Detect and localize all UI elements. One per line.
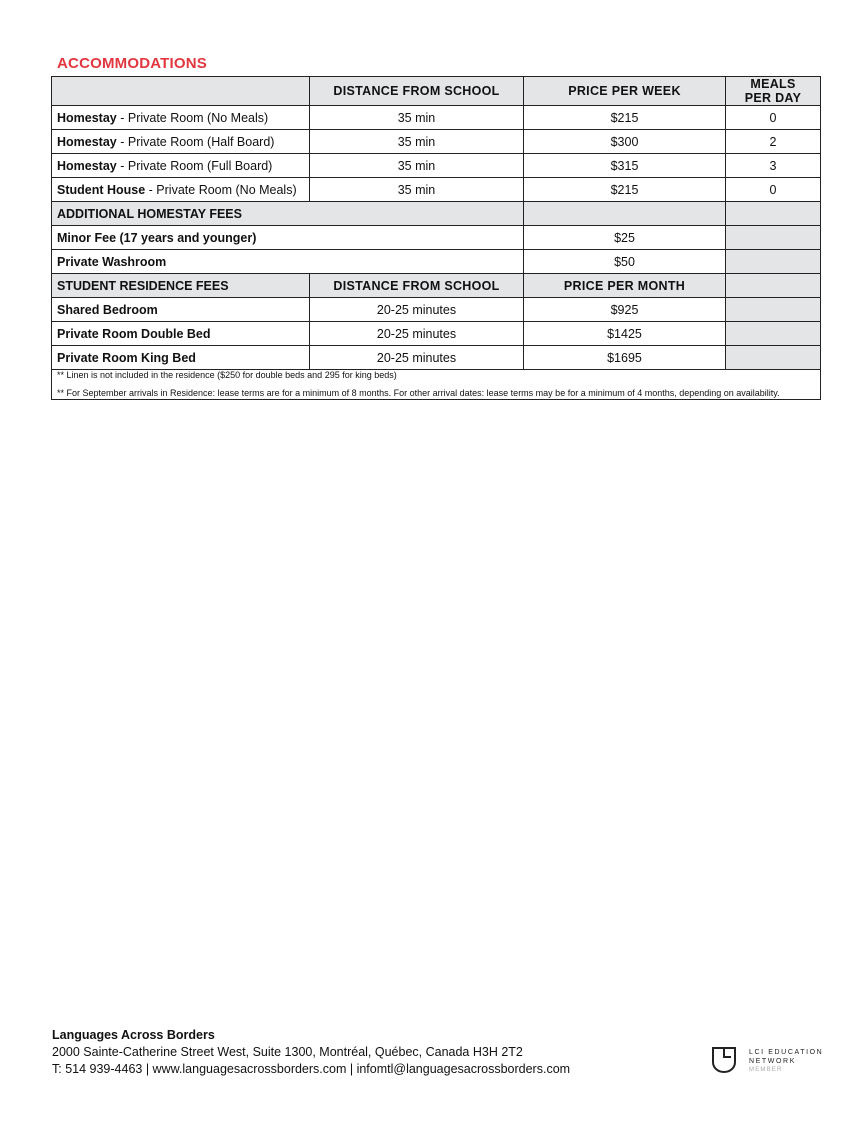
row-meals: 3: [726, 154, 821, 178]
logo-line1: LCI EDUCATION: [749, 1049, 824, 1056]
residence-price-header: PRICE PER MONTH: [524, 274, 726, 298]
row-price: $300: [524, 130, 726, 154]
residence-price: $1425: [524, 322, 726, 346]
header-meals-line2: PER DAY: [744, 91, 802, 105]
shield-logo-icon: [711, 1046, 737, 1074]
row-meals: 2: [726, 130, 821, 154]
residence-header-row: [52, 274, 821, 298]
header-distance: DISTANCE FROM SCHOOL: [310, 77, 524, 106]
table-row: [52, 178, 821, 202]
row-distance: 35 min: [310, 130, 524, 154]
residence-name: Shared Bedroom: [52, 298, 310, 322]
blank-cell: [726, 346, 821, 370]
row-name: Homestay: [57, 110, 117, 125]
residence-name: Private Room King Bed: [52, 346, 310, 370]
blank-cell: [726, 226, 821, 250]
header-price-week: PRICE PER WEEK: [524, 77, 726, 106]
footer-contact: T: 514 939-4463 | www.languagesacrossborders.com | infomtl@languagesacrossborders.com: [52, 1062, 571, 1076]
header-meals-line1: MEALS: [750, 77, 796, 91]
table-row: [52, 322, 821, 346]
residence-distance: 20-25 minutes: [310, 322, 524, 346]
lci-network-logo: [711, 1046, 831, 1076]
footer-address: 2000 Sainte-Catherine Street West, Suite 1300, Montréal, Québec, Canada H3H 2T2: [52, 1045, 523, 1059]
footer-org: Languages Across Borders: [52, 1028, 215, 1042]
fee-name: Minor Fee (17 years and younger): [52, 226, 524, 250]
table-row: [52, 130, 821, 154]
row-detail: - Private Room (Full Board): [116, 158, 273, 173]
table-header-row: [52, 77, 821, 106]
table-row: [52, 226, 821, 250]
logo-line2: NETWORK: [749, 1058, 796, 1065]
fee-name: Private Washroom: [52, 250, 524, 274]
logo-text: [749, 1048, 823, 1075]
row-meals: 0: [726, 106, 821, 130]
blank-cell: [524, 202, 726, 226]
fee-price: $50: [524, 250, 726, 274]
fee-price: $25: [524, 226, 726, 250]
blank-cell: [726, 274, 821, 298]
row-name: Student House: [57, 182, 146, 197]
residence-distance-header: DISTANCE FROM SCHOOL: [310, 274, 524, 298]
row-price: $215: [524, 178, 726, 202]
residence-title: STUDENT RESIDENCE FEES: [52, 274, 310, 298]
row-price: $315: [524, 154, 726, 178]
residence-price: $1695: [524, 346, 726, 370]
section-title: ACCOMMODATIONS: [57, 55, 208, 72]
row-distance: 35 min: [310, 178, 524, 202]
row-distance: 35 min: [310, 106, 524, 130]
notes-cell: [52, 370, 821, 400]
row-distance: 35 min: [310, 154, 524, 178]
blank-cell: [726, 250, 821, 274]
table-row: [52, 250, 821, 274]
row-detail: - Private Room (No Meals): [145, 182, 297, 197]
accommodations-table: [51, 76, 821, 400]
blank-cell: [726, 298, 821, 322]
table-row: [52, 154, 821, 178]
logo-line3: MEMBER: [749, 1067, 783, 1073]
row-name: Homestay: [57, 158, 117, 173]
blank-cell: [726, 322, 821, 346]
note-lease: ** For September arrivals in Residence: lease terms are for a minimum of 8 months. For other arrival dates: lease terms may be for a minimum of 4 months, depending on availability.: [57, 388, 780, 398]
row-meals: 0: [726, 178, 821, 202]
note-linen: ** Linen is not included in the residence ($250 for double beds and 295 for king beds): [57, 370, 397, 380]
residence-name: Private Room Double Bed: [52, 322, 310, 346]
additional-fees-title: ADDITIONAL HOMESTAY FEES: [52, 202, 524, 226]
row-detail: - Private Room (Half Board): [116, 134, 275, 149]
table-row: [52, 298, 821, 322]
row-detail: - Private Room (No Meals): [116, 110, 269, 125]
blank-cell: [726, 202, 821, 226]
row-price: $215: [524, 106, 726, 130]
header-meals: [726, 77, 821, 106]
residence-distance: 20-25 minutes: [310, 298, 524, 322]
table-row: [52, 346, 821, 370]
header-blank: [52, 77, 310, 106]
additional-fees-header-row: [52, 202, 821, 226]
residence-price: $925: [524, 298, 726, 322]
residence-distance: 20-25 minutes: [310, 346, 524, 370]
table-row: [52, 106, 821, 130]
notes-row: [52, 370, 821, 400]
footer: [52, 1027, 570, 1078]
row-name: Homestay: [57, 134, 117, 149]
